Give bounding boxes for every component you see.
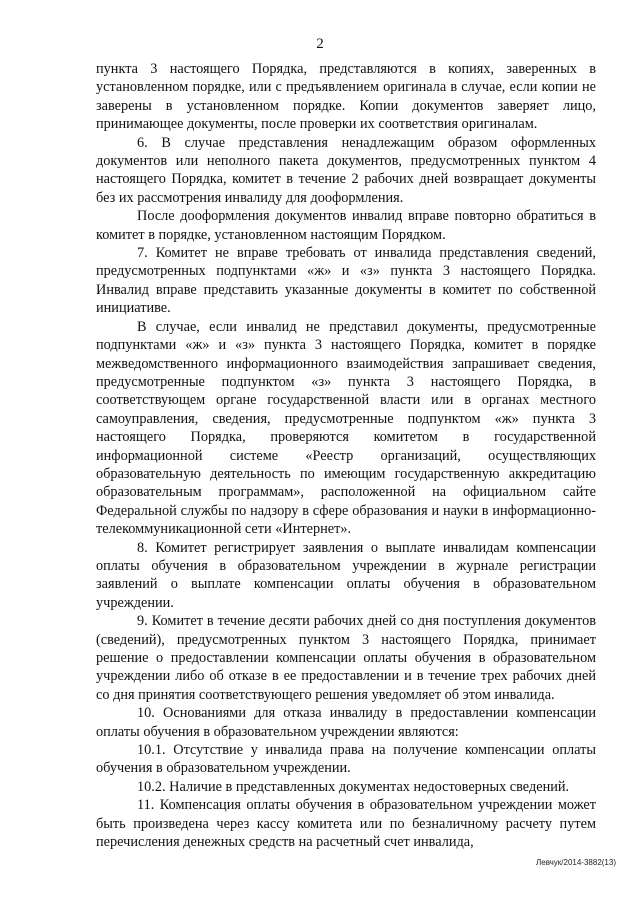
paragraph-item-10-1: 10.1. Отсутствие у инвалида права на получение компенсации оплаты обучения в образовательном учреждении. <box>96 742 596 777</box>
paragraph-resubmission: После дооформления документов инвалид вправе повторно обратиться в комитет в порядке, установленном настоящим Порядком. <box>96 208 596 243</box>
paragraph-continuation: пункта 3 настоящего Порядка, представляются в копиях, заверенных в установленном порядке, или с предъявлением оригинала в случае, если копии не заверены в установленном порядке. Копии документов заверяет лицо, принимающее документы, после проверки их соответствия оригиналам. <box>96 61 596 133</box>
page-number: 2 <box>316 36 324 52</box>
paragraph-item-6: 6. В случае представления ненадлежащим образом оформленных документов или неполного пакета документов, предусмотренных пунктом 4 настоящего Порядка, комитет в течение 2 рабочих дней возвращает документы без их рассмотрения инвалиду для дооформления. <box>96 134 596 206</box>
document-body <box>96 60 596 851</box>
paragraph-item-8: 8. Комитет регистрирует заявления о выплате инвалидам компенсации оплаты обучения в образовательном учреждении в журнале регистрации заявлений о выплате компенсации оплаты обучения в образовательном учреждении. <box>96 539 596 611</box>
paragraph-item-10-2: 10.2. Наличие в представленных документах недостоверных сведений. <box>137 778 570 795</box>
paragraph-item-11: 11. Компенсация оплаты обучения в образовательном учреждении может быть произведена через кассу комитета или по безналичному расчету путем перечисления денежных средств на расчетный счет инвалида, <box>96 797 596 851</box>
document-code: Левчук/2014-3882(13) <box>536 858 616 867</box>
paragraph-interagency-request: В случае, если инвалид не представил документы, предусмотренные подпунктами «ж» и «з» пункта 3 настоящего Порядка, комитет в порядке межведомственного информационного взаимодействия запрашивает сведения, предусмотренные подпунктом «з» пункта 3 настоящего Порядка, в соответствующем органе государственной власти или в органах местного самоуправления, сведения, предусмотренные подпунктом «ж» пункта 3 настоящего Порядка, проверяются комитетом в государственной информационной системе «Реестр организаций, осуществляющих образовательную деятельность по имеющим государственную аккредитацию образовательным программам», расположенной на официальном сайте Федеральной службы по надзору в сфере образования и науки в информационно-телекоммуникационной сети «Интернет». <box>96 318 596 538</box>
paragraph-item-7: 7. Комитет не вправе требовать от инвалида представления сведений, предусмотренных подпунктами «ж» и «з» пункта 3 настоящего Порядка. Инвалид вправе представить указанные документы в комитет по собственной инициативе. <box>96 245 596 317</box>
paragraph-item-9: 9. Комитет в течение десяти рабочих дней со дня поступления документов (сведений), предусмотренных пунктом 3 настоящего Порядка, принимает решение о предоставлении компенсации оплаты обучения в образовательном учреждении либо об отказе в ее предоставлении и в течение трех рабочих дней со дня принятия соответствующего решения уведомляет об этом инвалида. <box>96 613 596 703</box>
paragraph-item-10: 10. Основаниями для отказа инвалиду в предоставлении компенсации оплаты обучения в образовательном учреждении являются: <box>96 705 596 740</box>
